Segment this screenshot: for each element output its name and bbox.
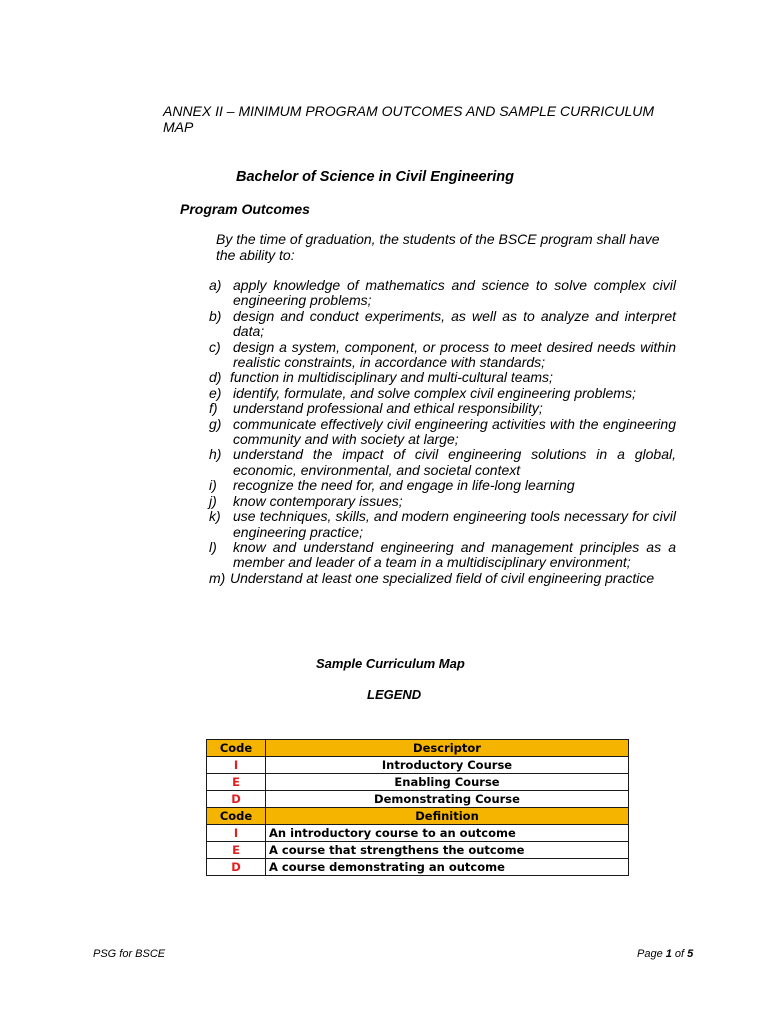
legend-table <box>206 739 629 876</box>
degree-title: Bachelor of Science in Civil Engineering <box>236 169 514 185</box>
legend-title: LEGEND <box>367 687 422 702</box>
outcome-text: understand professional and ethical responsibility; <box>233 400 543 417</box>
program-outcomes-intro: By the time of graduation, the students of the BSCE program shall have the ability to: <box>216 231 660 263</box>
outcome-letter: k) <box>209 508 221 525</box>
outcome-letter: l) <box>209 538 217 555</box>
outcome-item <box>209 417 676 448</box>
outcome-text: Understand at least one specialized field of civil engineering practice <box>230 569 655 586</box>
page-total: 5 <box>687 948 694 960</box>
outcome-letter: j) <box>209 492 217 509</box>
legend-code: I <box>207 757 266 774</box>
outcome-item <box>209 340 676 371</box>
outcome-item <box>209 571 676 586</box>
legend-row <box>207 825 629 842</box>
outcome-letter: i) <box>209 477 217 494</box>
legend-code: E <box>207 842 266 859</box>
outcome-item <box>209 509 676 540</box>
footer-document-name: PSG for BSCE <box>93 948 166 960</box>
outcome-item <box>209 447 676 478</box>
legend-code: D <box>207 859 266 876</box>
legend-header-row <box>207 740 629 757</box>
page-of: of <box>671 948 688 960</box>
outcome-letter: f) <box>209 400 218 417</box>
outcome-item <box>209 370 676 385</box>
legend-header-code: Code <box>207 808 266 825</box>
outcome-text: recognize the need for, and engage in life-long learning <box>233 477 575 494</box>
outcome-text: identify, formulate, and solve complex civil engineering problems; <box>233 384 636 401</box>
legend-header-row <box>207 808 629 825</box>
outcome-text: understand the impact of civil engineering solutions in a global, economic, environmental, and societal context <box>233 446 676 478</box>
outcome-letter: g) <box>209 415 222 432</box>
outcome-letter: b) <box>209 307 222 324</box>
outcome-letter: c) <box>209 338 221 355</box>
outcome-text: design and conduct experiments, as well as to analyze and interpret data; <box>233 307 676 340</box>
legend-descriptor: Enabling Course <box>266 774 629 791</box>
annex-title: ANNEX II – MINIMUM PROGRAM OUTCOMES AND SAMPLE CURRICULUM MAP <box>163 103 655 135</box>
outcome-item <box>209 386 676 401</box>
outcome-item <box>209 540 676 571</box>
outcome-item <box>209 401 676 416</box>
outcome-text: use techniques, skills, and modern engineering tools necessary for civil engineering practice; <box>233 508 676 540</box>
legend-header-code: Code <box>207 740 266 757</box>
program-outcomes-list <box>209 278 676 586</box>
legend-definition: A course that strengthens the outcome <box>266 842 629 859</box>
footer-page-number <box>637 948 693 960</box>
curriculum-map-title: Sample Curriculum Map <box>316 656 465 671</box>
program-outcomes-heading: Program Outcomes <box>180 201 310 217</box>
legend-definition: A course demonstrating an outcome <box>266 859 629 876</box>
outcome-letter: m) <box>209 569 226 586</box>
outcome-item <box>209 494 676 509</box>
outcome-letter: e) <box>209 384 222 401</box>
page-current: 1 <box>665 948 672 960</box>
outcome-letter: h) <box>209 446 222 463</box>
legend-descriptor: Demonstrating Course <box>266 791 629 808</box>
outcome-text: apply knowledge of mathematics and science to solve complex civil engineering problems; <box>233 277 676 309</box>
outcome-item <box>209 478 676 493</box>
outcome-text: function in multidisciplinary and multi-cultural teams; <box>230 369 553 386</box>
legend-header-definition: Definition <box>266 808 629 825</box>
outcome-item <box>209 309 676 340</box>
legend-row <box>207 842 629 859</box>
outcome-text: communicate effectively civil engineering activities with the engineering community and with society at large; <box>233 415 676 448</box>
outcome-text: know contemporary issues; <box>233 492 403 509</box>
outcome-text: design a system, component, or process to meet desired needs within realistic constraints, in accordance with standards; <box>233 338 676 371</box>
legend-code: E <box>207 774 266 791</box>
legend-definition: An introductory course to an outcome <box>266 825 629 842</box>
outcome-text: know and understand engineering and management principles as a member and leader of a team in a multidisciplinary environment; <box>233 538 676 571</box>
outcome-item <box>209 278 676 309</box>
legend-row <box>207 859 629 876</box>
legend-row <box>207 791 629 808</box>
legend-descriptor: Introductory Course <box>266 757 629 774</box>
legend-row <box>207 774 629 791</box>
legend-code: D <box>207 791 266 808</box>
legend-header-descriptor: Descriptor <box>266 740 629 757</box>
outcome-letter: d) <box>209 369 222 386</box>
legend-row <box>207 757 629 774</box>
page-prefix: Page <box>637 948 666 960</box>
outcome-letter: a) <box>209 277 222 293</box>
legend-code: I <box>207 825 266 842</box>
